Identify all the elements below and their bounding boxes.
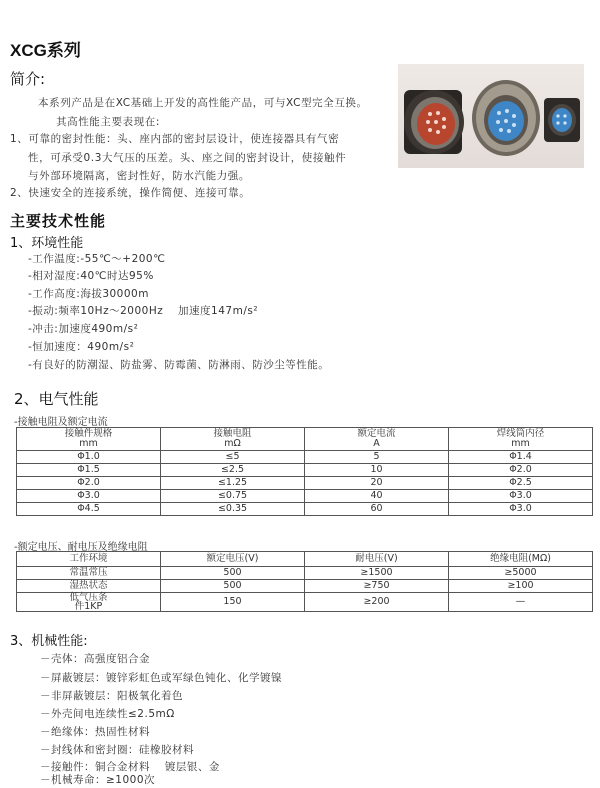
table-row: 低气压条 件1KP 150 ≥200 —	[17, 593, 593, 612]
col-header: 额定电压(V)	[161, 552, 305, 567]
col-header: 额定电流 A	[305, 428, 449, 451]
env-item: -工作高度:海拔30000m	[28, 288, 149, 300]
table-header-row	[17, 552, 593, 567]
env-item: -振动:频率10Hz～2000Hz 加速度147m/s²	[28, 305, 259, 317]
intro-item: 1、可靠的密封性能：头、座内部的密封层设计，使连接器具有气密	[10, 133, 340, 145]
intro-item: 性，可承受0.3大气压的压差。头、座之间的密封设计，使接触件	[28, 152, 347, 164]
contact-resistance-table	[16, 427, 593, 516]
table2-caption: -额定电压、耐电压及绝缘电阻	[14, 542, 148, 553]
performance-heading: 主要技术性能	[10, 212, 107, 230]
mech-item: －屏蔽镀层：镀锌彩虹色或军绿色钝化、化学镀镍	[40, 672, 282, 684]
product-photo	[398, 64, 584, 168]
env-item: -冲击:加速度490m/s²	[28, 323, 139, 335]
table-row: Φ4.5 ≤0.35 60 Φ3.0	[17, 503, 593, 516]
col-header: 耐电压(V)	[305, 552, 449, 567]
env-item: -相对湿度:40℃时达95%	[28, 270, 154, 282]
env-heading: 1、环境性能	[10, 236, 84, 251]
col-header: 工作环境	[17, 552, 161, 567]
table-row: 常温常压 500 ≥1500 ≥5000	[17, 567, 593, 580]
table-row: Φ1.0 ≤5 5 Φ1.4	[17, 451, 593, 464]
connector-photo-graphic	[398, 64, 584, 168]
table-row: Φ2.0 ≤1.25 20 Φ2.5	[17, 477, 593, 490]
voltage-resistance-table	[16, 551, 593, 612]
mech-heading: 3、机械性能:	[10, 634, 88, 649]
col-header: 焊线筒内径 mm	[449, 428, 593, 451]
table-row: Φ1.5 ≤2.5 10 Φ2.0	[17, 464, 593, 477]
intro-heading: 简介:	[10, 70, 46, 88]
env-item: -工作温度:-55℃～+200℃	[28, 253, 166, 265]
col-header: 接触件规格 mm	[17, 428, 161, 451]
env-item: -恒加速度：490m/s²	[28, 341, 135, 353]
col-header: 接触电阻 mΩ	[161, 428, 305, 451]
mech-item: －壳体：高强度铝合金	[40, 653, 150, 665]
mech-item: －非屏蔽镀层：阳极氧化着色	[40, 690, 183, 702]
mech-item: －封线体和密封圈：硅橡胶材料	[40, 744, 194, 756]
intro-item: 与外部环境隔离，密封性好，防水汽能力强。	[28, 170, 250, 182]
mech-item: －外壳间电连续性≤2.5mΩ	[40, 708, 175, 720]
intro-lead: 其高性能主要表现在:	[56, 116, 161, 128]
table-row: Φ3.0 ≤0.75 40 Φ3.0	[17, 490, 593, 503]
col-header: 绝缘电阻(MΩ)	[449, 552, 593, 567]
env-item: -有良好的防潮湿、防盐雾、防霉菌、防淋雨、防沙尘等性能。	[28, 359, 330, 371]
table-row: 湿热状态 500 ≥750 ≥100	[17, 580, 593, 593]
table-header-row	[17, 428, 593, 451]
mech-item: －绝缘体：热固性材料	[40, 726, 150, 738]
mech-item: －接触件：铜合金材料 镀层银、金	[40, 761, 220, 773]
mech-item: －机械寿命：≥1000次	[40, 774, 156, 786]
page-title: XCG系列	[10, 41, 81, 60]
elec-heading: 2、电气性能	[14, 390, 99, 408]
intro-item: 2、快速安全的连接系统，操作简便、连接可靠。	[10, 187, 251, 199]
intro-paragraph: 本系列产品是在XC基础上开发的高性能产品，可与XC型完全互换。	[38, 97, 368, 109]
table1-caption: -接触电阻及额定电流	[14, 417, 108, 428]
